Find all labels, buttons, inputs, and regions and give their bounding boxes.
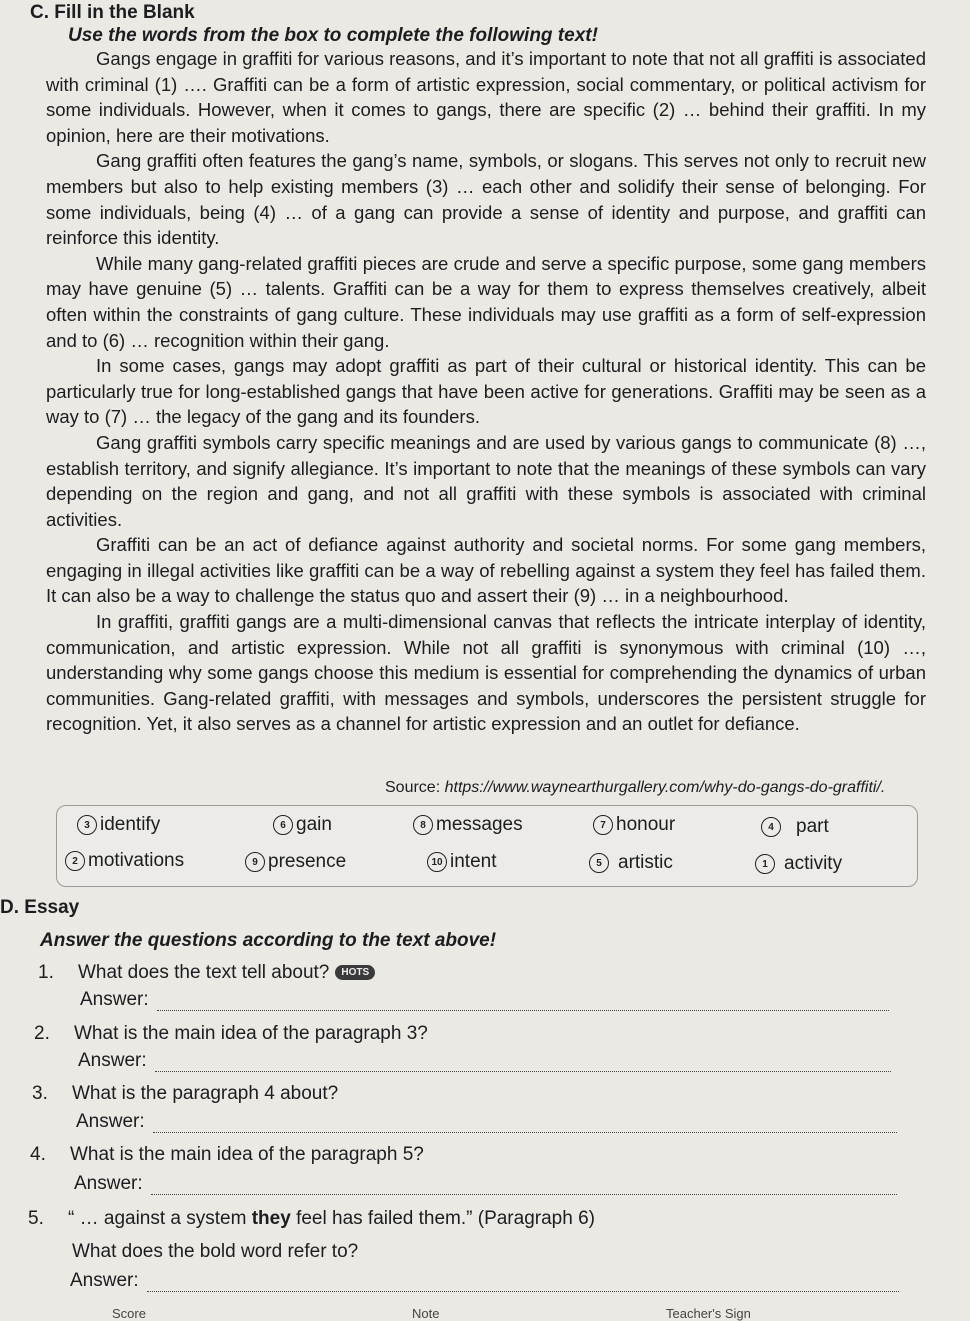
question-text: What is the main idea of the paragraph 3? xyxy=(74,1023,428,1044)
word-box-item xyxy=(77,814,160,836)
paragraph-5: Gang graffiti symbols carry specific meanings and are used by various gangs to communicate (8) …, establish territory, and signify allegiance. It’s important to note that the meanings of these symbols can vary depending on the region and gang, and not all graffiti with these symbols is associated with criminal activities. xyxy=(46,431,926,530)
answer-mark: 7 xyxy=(593,815,613,835)
answer-line-5[interactable]: Answer: xyxy=(70,1270,899,1292)
word-label: activity xyxy=(784,853,843,874)
answer-line-1[interactable]: Answer: xyxy=(80,989,889,1011)
answer-mark: 10 xyxy=(427,852,447,872)
source-citation xyxy=(385,779,885,797)
answer-mark: 3 xyxy=(77,815,97,835)
question-text: What is the paragraph 4 about? xyxy=(72,1083,339,1104)
source-label: Source: xyxy=(385,779,445,796)
question-text: What does the text tell about? xyxy=(78,962,330,983)
word-label: presence xyxy=(268,851,347,872)
paragraph-7: In graffiti, graffiti gangs are a multi-dimensional canvas that reflects the intricate interplay of identity, communication, and artistic expression. While not all graffiti is synonymous with criminal (10) …, understanding why some gangs choose this medium is essential for comprehending the dynamics of urban communities. Gang-related graffiti, with messages and symbols, underscores the persistent struggle for recognition. Yet, it also serves as a channel for artistic expression and an outlet for defiance. xyxy=(46,611,926,735)
question-text: What is the main idea of the paragraph 5? xyxy=(70,1144,424,1165)
word-label: identify xyxy=(100,814,161,835)
word-label: artistic xyxy=(618,852,673,873)
section-d-heading: D. Essay xyxy=(0,897,80,918)
word-label: honour xyxy=(616,814,676,835)
footer-teacher-sign: Teacher's Sign xyxy=(666,1306,751,1321)
word-box xyxy=(56,805,918,887)
paragraph-2: Gang graffiti often features the gang’s name, symbols, or slogans. This serves not only to recruit new members but also to help existing members (3) … each other and solidify their sense of belonging. For some individuals, being (4) … of a gang can provide a sense of identity and purpose, and graffiti can reinforce this identity. xyxy=(46,150,926,249)
question-5-line-2: What does the bold word refer to? xyxy=(72,1241,359,1262)
word-box-item xyxy=(755,853,842,875)
footer-table-header xyxy=(0,1306,970,1319)
footer-score: Score xyxy=(112,1306,146,1321)
word-box-item xyxy=(413,814,523,836)
bold-word: they xyxy=(251,1208,291,1229)
word-label: messages xyxy=(436,814,523,835)
question-3: 3. What is the paragraph 4 about? xyxy=(32,1083,339,1104)
word-label: motivations xyxy=(88,850,185,871)
paragraph-6: Graffiti can be an act of defiance against authority and societal norms. For some gang members, engaging in illegal activities like graffiti can be a way of rebelling against a system they feel has failed them. It can also be a way to challenge the status quo and assert their (9) … in a neighbourhood. xyxy=(46,534,926,607)
footer-note: Note xyxy=(412,1306,440,1321)
word-box-item xyxy=(427,851,496,873)
word-label: part xyxy=(796,816,829,837)
hots-badge: HOTS xyxy=(335,965,375,980)
paragraph-3: While many gang-related graffiti pieces are crude and serve a specific purpose, some gang members may have genuine (5) … talents. Graffiti can be a way for them to express themselves creatively, albeit often within the constraints of gang culture. These individuals may use graffiti as a form of self-expression and to (6) … recognition within their gang. xyxy=(46,252,926,351)
paragraph-4: In some cases, gangs may adopt graffiti as part of their cultural or historical identity. This can be particularly true for long-established gangs that have been active for generations. Graffiti may be seen as a way to (7) … the legacy of the gang and its founders. xyxy=(46,355,926,428)
question-4: 4. What is the main idea of the paragraph 5? xyxy=(30,1144,424,1165)
word-label: intent xyxy=(450,851,497,872)
answer-mark: 8 xyxy=(413,815,433,835)
answer-mark: 1 xyxy=(755,854,775,874)
question-5: 5. “ … against a system they feel has failed them.” (Paragraph 6) xyxy=(28,1208,595,1229)
word-box-item xyxy=(65,850,184,872)
section-c-heading: C. Fill in the Blank xyxy=(30,2,195,23)
answer-mark: 5 xyxy=(589,853,609,873)
word-label: gain xyxy=(296,814,332,835)
answer-line-2[interactable]: Answer: xyxy=(78,1050,891,1072)
answer-mark: 2 xyxy=(65,851,85,871)
answer-mark: 9 xyxy=(245,852,265,872)
word-box-item xyxy=(245,851,346,873)
answer-line-4[interactable]: Answer: xyxy=(74,1173,897,1195)
word-box-item xyxy=(273,814,332,836)
word-box-item xyxy=(761,816,829,838)
question-1: 1. What does the text tell about? HOTS xyxy=(38,962,375,984)
answer-mark: 6 xyxy=(273,815,293,835)
section-c-instruction: Use the words from the box to complete the following text! xyxy=(68,25,598,46)
section-d-instruction: Answer the questions according to the text above! xyxy=(40,930,497,951)
paragraph-1: Gangs engage in graffiti for various reasons, and it’s important to note that not all graffiti is associated with criminal (1) …. Graffiti can be a form of artistic expression, social commentary, or political activism for some individuals. However, when it comes to gangs, there are specific (2) … behind their graffiti. In my opinion, here are their motivations. xyxy=(46,48,926,146)
word-box-item xyxy=(593,814,675,836)
answer-mark: 4 xyxy=(761,817,781,837)
source-url: https://www.waynearthurgallery.com/why-do-gangs-do-graffiti/. xyxy=(444,779,886,796)
passage-text xyxy=(46,46,926,737)
answer-line-3[interactable]: Answer: xyxy=(76,1111,897,1133)
question-2: 2. What is the main idea of the paragraph 3? xyxy=(34,1023,428,1044)
word-box-item xyxy=(589,852,673,874)
